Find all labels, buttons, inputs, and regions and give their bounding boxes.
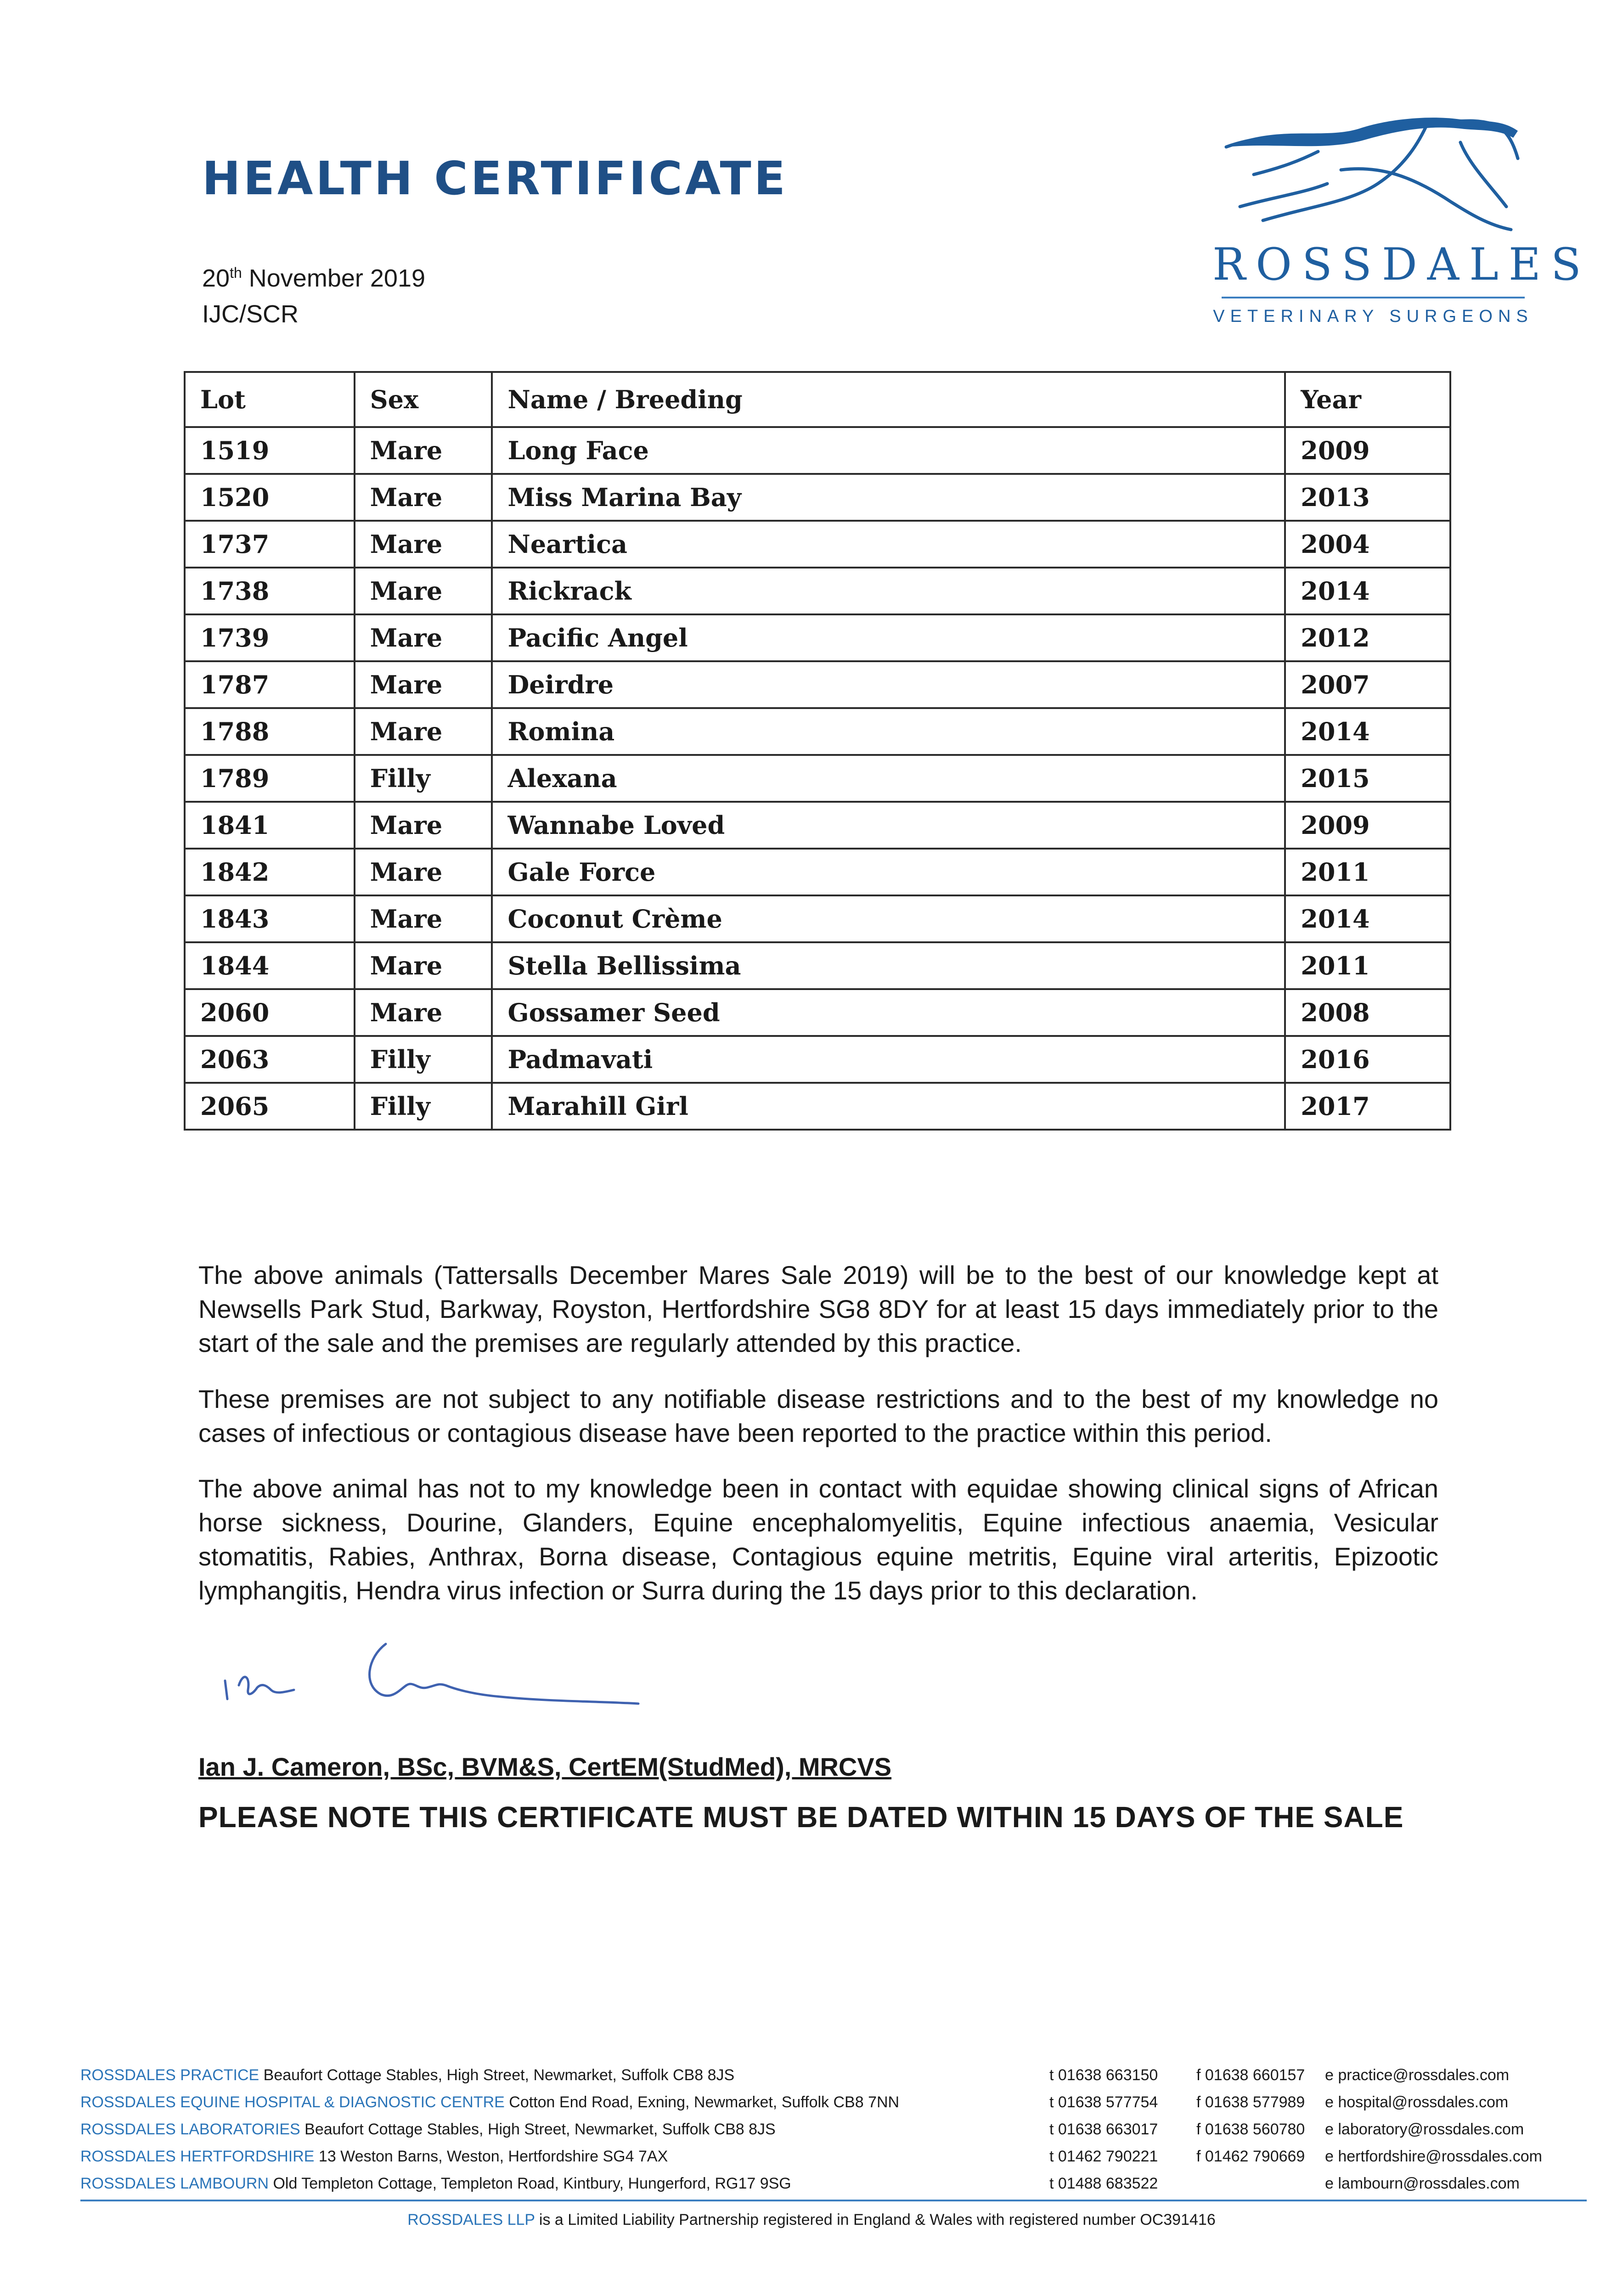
logo-wordmark: ROSSDALES [1212,239,1591,290]
cell-sex: Mare [355,427,492,474]
cell-year: 2009 [1285,802,1450,849]
footer-office-row [80,2170,1542,2197]
office-address: 13 Weston Barns, Weston, Hertfordshire SG4 7AX [318,2148,668,2165]
cell-year: 2015 [1285,755,1450,802]
office-address: Cotton End Road, Exning, Newmarket, Suffolk CB8 7NN [509,2093,900,2111]
header-meta [202,255,425,332]
table-row [185,1036,1450,1083]
cell-sex: Filly [355,1036,492,1083]
cell-lot: 1737 [185,521,355,568]
cell-sex: Mare [355,849,492,895]
footer-office-row [80,2143,1542,2170]
rossdales-logo [1212,115,1591,326]
office-telephone: t 01488 683522 [1049,2175,1158,2192]
office-fax: f 01638 560780 [1196,2121,1305,2138]
table-row [185,942,1450,989]
cell-sex: Mare [355,708,492,755]
cell-name: Wannabe Loved [492,802,1285,849]
cell-lot: 1789 [185,755,355,802]
horse-logo-icon [1212,115,1534,239]
office-name: ROSSDALES LABORATORIES [80,2121,300,2138]
cell-lot: 1788 [185,708,355,755]
cell-name: Deirdre [492,661,1285,708]
cell-year: 2017 [1285,1083,1450,1130]
llp-statement [0,2211,1623,2229]
office-telephone: t 01638 663017 [1049,2121,1158,2138]
office-name: ROSSDALES LAMBOURN [80,2175,269,2192]
llp-name: ROSSDALES LLP [407,2211,535,2228]
cell-lot: 1520 [185,474,355,521]
cell-name: Rickrack [492,568,1285,614]
table-row [185,1083,1450,1130]
cell-sex: Mare [355,802,492,849]
cell-lot: 1519 [185,427,355,474]
cell-name: Miss Marina Bay [492,474,1285,521]
office-address: Beaufort Cottage Stables, High Street, Newmarket, Suffolk CB8 8JS [263,2066,735,2084]
cell-sex: Filly [355,1083,492,1130]
column-header-lot: Lot [185,372,355,427]
cell-year: 2004 [1285,521,1450,568]
paragraph-premises: The above animals (Tattersalls December Mares Sale 2019) will be to the best of our knowledge kept at Newsells Park Stud, Barkway, Royston, Hertfordshire SG8 8DY for at least 15 days immediately prior to the start of the sale and the premises are regularly attended by this practice. [198,1261,1438,1357]
office-telephone: t 01462 790221 [1049,2148,1158,2165]
office-telephone: t 01638 663150 [1049,2066,1158,2084]
column-header-year: Year [1285,372,1450,427]
column-header-sex: Sex [355,372,492,427]
logo-divider [1222,297,1525,298]
cell-year: 2011 [1285,849,1450,895]
dating-notice: PLEASE NOTE THIS CERTIFICATE MUST BE DATED WITHIN 15 DAYS OF THE SALE [198,1801,1404,1834]
office-email: e hospital@rossdales.com [1325,2093,1509,2111]
cell-name: Alexana [492,755,1285,802]
cell-name: Pacific Angel [492,614,1285,661]
cell-year: 2007 [1285,661,1450,708]
cell-name: Stella Bellissima [492,942,1285,989]
cell-lot: 1844 [185,942,355,989]
office-address: Old Templeton Cottage, Templeton Road, Kintbury, Hungerford, RG17 9SG [273,2175,791,2192]
cell-name: Gale Force [492,849,1285,895]
table-row [185,661,1450,708]
footer-divider [80,2200,1587,2201]
reference-code: IJC/SCR [202,300,299,328]
table-row [185,755,1450,802]
cell-name: Long Face [492,427,1285,474]
cell-year: 2014 [1285,708,1450,755]
paragraph-contact-declaration: The above animal has not to my knowledge been in contact with equidae showing clinical signs of African horse sickness, Dourine, Glanders, Equine encephalomyelitis, Equine infectious anaemia, Vesicular stomatitis, Rabies, Anthrax, Borna disease, Contagious equine metritis, Equine viral arteritis, Epizootic lymphangitis, Hendra virus infection or Surra during the 15 days prior to this declaration. [198,1474,1438,1605]
table-body [185,427,1450,1130]
cell-lot: 1843 [185,895,355,942]
office-email: e laboratory@rossdales.com [1325,2121,1524,2138]
column-header-name: Name / Breeding [492,372,1285,427]
cell-sex: Mare [355,521,492,568]
table-row [185,708,1450,755]
cell-lot: 1738 [185,568,355,614]
cell-sex: Mare [355,942,492,989]
office-fax: f 01638 660157 [1196,2066,1305,2084]
table-row [185,802,1450,849]
paragraph-restrictions: These premises are not subject to any notifiable disease restrictions and to the best of my knowledge no cases of infectious or contagious disease have been reported to the practice within this period. [198,1384,1438,1447]
cell-name: Gossamer Seed [492,989,1285,1036]
cell-year: 2016 [1285,1036,1450,1083]
certificate-date: 20th November 2019 [202,264,426,292]
cell-sex: Mare [355,568,492,614]
cell-name: Romina [492,708,1285,755]
cell-lot: 1787 [185,661,355,708]
cell-name: Marahill Girl [492,1083,1285,1130]
office-address: Beaufort Cottage Stables, High Street, Newmarket, Suffolk CB8 8JS [304,2121,776,2138]
cell-lot: 2065 [185,1083,355,1130]
table-row [185,895,1450,942]
office-fax: f 01462 790669 [1196,2148,1305,2165]
cell-sex: Mare [355,661,492,708]
cell-lot: 2063 [185,1036,355,1083]
lots-table [184,371,1451,1131]
office-email: e hertfordshire@rossdales.com [1325,2148,1542,2165]
cell-year: 2012 [1285,614,1450,661]
cell-year: 2014 [1285,568,1450,614]
cell-name: Padmavati [492,1036,1285,1083]
office-fax: f 01638 577989 [1196,2093,1305,2111]
table-row [185,427,1450,474]
logo-subtitle: VETERINARY SURGEONS [1213,307,1533,326]
cell-sex: Mare [355,474,492,521]
cell-year: 2013 [1285,474,1450,521]
cell-sex: Filly [355,755,492,802]
cell-name: Coconut Crème [492,895,1285,942]
signature [216,1626,652,1720]
office-name: ROSSDALES PRACTICE [80,2066,259,2084]
office-fax [1196,2170,1325,2197]
footer-office-row [80,2089,1542,2116]
cell-year: 2014 [1285,895,1450,942]
cell-year: 2008 [1285,989,1450,1036]
cell-sex: Mare [355,614,492,661]
table-row [185,568,1450,614]
cell-lot: 1739 [185,614,355,661]
cell-lot: 1841 [185,802,355,849]
llp-registration: is a Limited Liability Partnership registered in England & Wales with registered number OC391416 [539,2211,1216,2228]
cell-year: 2011 [1285,942,1450,989]
office-email: e lambourn@rossdales.com [1325,2175,1520,2192]
table-row [185,849,1450,895]
table-row [185,989,1450,1036]
footer-offices [80,2062,1542,2197]
office-telephone: t 01638 577754 [1049,2093,1158,2111]
cell-lot: 2060 [185,989,355,1036]
table-row [185,614,1450,661]
table-row [185,521,1450,568]
cell-sex: Mare [355,895,492,942]
footer-office-row [80,2116,1542,2143]
office-name: ROSSDALES HERTFORDSHIRE [80,2148,315,2165]
page-title: HEALTH CERTIFICATE [202,152,788,205]
office-name: ROSSDALES EQUINE HOSPITAL & DIAGNOSTIC CENTRE [80,2093,505,2111]
cell-year: 2009 [1285,427,1450,474]
office-email: e practice@rossdales.com [1325,2066,1510,2084]
signer-name: Ian J. Cameron, BSc, BVM&S, CertEM(StudMed), MRCVS [198,1752,892,1781]
footer-office-row [80,2062,1542,2089]
cell-lot: 1842 [185,849,355,895]
table-header-row [185,372,1450,427]
table-row [185,474,1450,521]
cell-name: Neartica [492,521,1285,568]
cell-sex: Mare [355,989,492,1036]
